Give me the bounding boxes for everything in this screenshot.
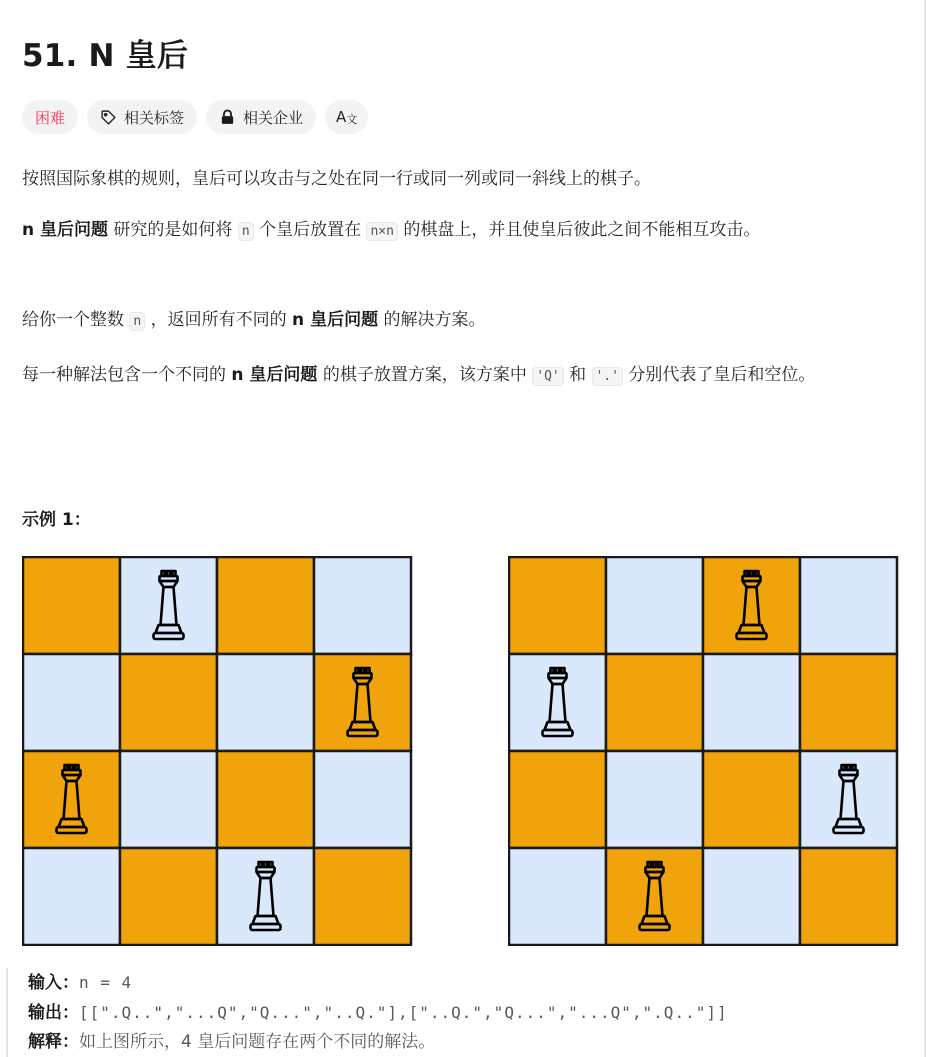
board-square [606,557,703,654]
board-square [800,654,897,751]
board-square [120,654,217,751]
related-companies-button[interactable] [206,100,316,134]
board-square [120,848,217,945]
inline-code: 'Q' [532,367,563,386]
lock-icon [219,109,236,126]
board-square [509,751,606,848]
example-io-block [6,968,728,1057]
inline-code: n×n [366,222,397,241]
board-square [120,751,217,848]
tag-row [22,100,368,134]
font-icon: A 文 [336,108,358,126]
example-explanation: 解释：如上图所示，4 皇后问题存在两个不同的解法。 [28,1032,436,1052]
board-square [703,751,800,848]
board-square [800,557,897,654]
board-square [314,557,411,654]
board-square [217,654,314,751]
description-p2: n 皇后问题 研究的是如何将 n 个皇后放置在 n×n 的棋盘上，并且使皇后彼此之间不能相互攻击。 [22,220,761,240]
board-square [217,751,314,848]
board-square [703,848,800,945]
tag-icon [100,109,117,126]
related-companies-label: 相关企业 [243,108,304,127]
inline-code: n [238,222,254,241]
chessboard-2 [508,556,900,946]
description-p3: 给你一个整数 n ，返回所有不同的 n 皇后问题 的解决方案。 [22,310,486,330]
example-output: 输出：[[".Q..","...Q","Q...","..Q."],["..Q.","Q...","...Q",".Q.."]] [28,1003,728,1023]
board-square [800,848,897,945]
related-tags-label: 相关标签 [124,108,185,127]
board-square [606,654,703,751]
problem-title: 51. N 皇后 [22,38,189,74]
board-square [217,557,314,654]
difficulty-badge[interactable]: 困难 [22,100,78,134]
board-square [509,848,606,945]
description-p4: 每一种解法包含一个不同的 n 皇后问题 的棋子放置方案，该方案中 'Q' 和 '.' 分别代表了皇后和空位。 [22,365,816,385]
example-title: 示例 1： [22,510,91,530]
inline-code: '.' [592,367,623,386]
description-p1: 按照国际象棋的规则，皇后可以攻击与之处在同一行或同一列或同一斜线上的棋子。 [22,169,651,189]
inline-code: n [129,312,145,331]
board-square [509,557,606,654]
board-square [703,654,800,751]
board-square [314,751,411,848]
board-square [23,654,120,751]
board-square [606,751,703,848]
board-square [314,848,411,945]
font-size-button[interactable] [325,100,368,134]
chessboard-1 [22,556,414,946]
board-square [23,557,120,654]
board-square [23,848,120,945]
related-tags-button[interactable] [87,100,197,134]
example-input: 输入：n = 4 [28,973,133,993]
